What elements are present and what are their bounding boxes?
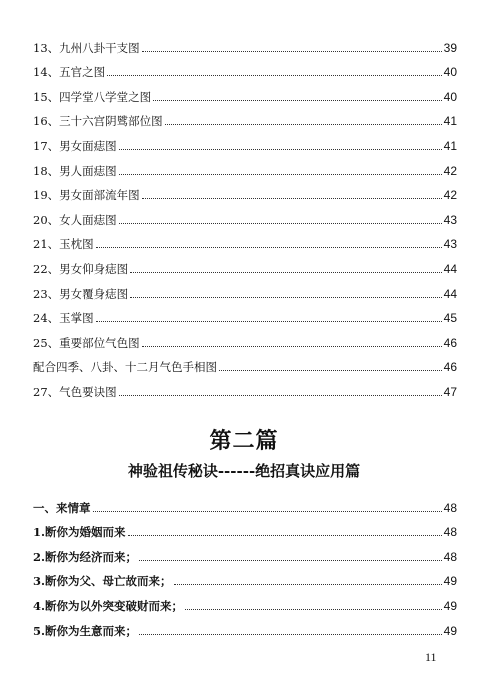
toc-entry-page: 48 (443, 500, 457, 515)
toc-entry[interactable] (33, 128, 457, 153)
toc-entry[interactable] (33, 588, 457, 613)
toc-entry-page: 49 (443, 574, 457, 589)
toc-entry[interactable] (33, 55, 457, 80)
toc-entry-title: 18、男人面痣图 (33, 163, 117, 178)
dot-leader (130, 296, 442, 298)
dot-leader (119, 148, 442, 150)
toc-list-chapters (33, 490, 457, 638)
part-subtitle: 神验祖传秘诀------绝招真诀应用篇 (127, 462, 361, 480)
toc-entry[interactable] (33, 104, 457, 129)
toc-entry[interactable] (33, 79, 457, 104)
toc-entry-page: 42 (443, 188, 457, 203)
toc-entry-page: 39 (443, 40, 457, 55)
toc-entry-title: 13、九州八卦干支图 (33, 40, 140, 55)
dot-leader (93, 510, 442, 512)
dot-leader (139, 633, 442, 635)
dot-leader (128, 534, 442, 536)
toc-entry-page: 41 (443, 114, 457, 129)
toc-entry[interactable] (33, 178, 457, 203)
dot-leader (185, 608, 442, 610)
toc-entry[interactable] (33, 301, 457, 326)
toc-entry-page: 40 (443, 89, 457, 104)
toc-entry[interactable] (33, 30, 457, 55)
toc-entry-page: 47 (443, 384, 457, 399)
dot-leader (119, 394, 442, 396)
toc-entry-title: 21、玉枕图 (33, 237, 94, 252)
dot-leader (142, 50, 442, 52)
dot-leader (142, 345, 442, 347)
toc-entry-page: 48 (443, 549, 457, 564)
toc-entry[interactable] (33, 564, 457, 589)
toc-entry-title: 4.断你为以外突变破财而来； (33, 598, 184, 613)
toc-entry-page: 49 (443, 623, 457, 638)
toc-entry[interactable] (33, 350, 457, 375)
toc-entry-page: 44 (443, 261, 457, 276)
toc-entry[interactable] (33, 251, 457, 276)
part-title: 第二篇 (209, 428, 279, 454)
toc-entry-page: 42 (443, 163, 457, 178)
toc-entry[interactable] (33, 490, 457, 515)
toc-entry[interactable] (33, 153, 457, 178)
page-number: 11 (425, 650, 437, 664)
toc-entry-title: 14、五官之图 (33, 65, 106, 80)
toc-entry-title: 20、女人面痣图 (33, 212, 117, 227)
toc-entry-title: 5.断你为生意而来； (33, 623, 138, 638)
dot-leader (219, 369, 442, 371)
toc-entry-title: 23、男女覆身痣图 (33, 286, 129, 301)
toc-entry[interactable] (33, 539, 457, 564)
toc-entry-title: 16、三十六宫阴骘部位图 (33, 114, 163, 129)
toc-entry-title: 一、来情章 (33, 500, 91, 515)
dot-leader (142, 197, 442, 199)
toc-entry[interactable] (33, 202, 457, 227)
toc-entry-page: 40 (443, 65, 457, 80)
dot-leader (119, 173, 442, 175)
toc-entry-title: 22、男女仰身痣图 (33, 261, 129, 276)
toc-list-figures (33, 30, 457, 399)
dot-leader (174, 583, 442, 585)
dot-leader (96, 320, 442, 322)
toc-entry-page: 41 (443, 138, 457, 153)
dot-leader (107, 74, 442, 76)
toc-entry-page: 43 (443, 237, 457, 252)
toc-entry-title: 17、男女面痣图 (33, 138, 117, 153)
toc-entry-title: 19、男女面部流年图 (33, 188, 140, 203)
toc-entry[interactable] (33, 227, 457, 252)
toc-entry-page: 48 (443, 525, 457, 540)
dot-leader (96, 246, 442, 248)
toc-entry-page: 43 (443, 212, 457, 227)
dot-leader (130, 271, 442, 273)
toc-entry-page: 46 (443, 360, 457, 375)
toc-entry[interactable] (33, 374, 457, 399)
dot-leader (153, 99, 442, 101)
toc-entry-page: 45 (443, 311, 457, 326)
toc-entry-page: 49 (443, 598, 457, 613)
dot-leader (119, 222, 442, 224)
toc-entry-title: 15、四学堂八学堂之图 (33, 89, 152, 104)
toc-entry-page: 44 (443, 286, 457, 301)
toc-entry-title: 24、玉掌图 (33, 311, 94, 326)
toc-entry-page: 46 (443, 335, 457, 350)
toc-entry[interactable] (33, 515, 457, 540)
dot-leader (139, 559, 442, 561)
toc-entry-title: 27、气色要诀图 (33, 384, 117, 399)
toc-entry-title: 1.断你为婚姻而来 (33, 525, 126, 540)
toc-entry[interactable] (33, 276, 457, 301)
toc-entry-title: 25、重要部位气色图 (33, 335, 140, 350)
dot-leader (165, 123, 442, 125)
toc-entry-title: 3.断你为父、母亡故而来； (33, 574, 172, 589)
toc-entry-title: 2.断你为经济而来； (33, 549, 138, 564)
toc-entry-title: 配合四季、八卦、十二月气色手相图 (33, 360, 217, 375)
toc-entry[interactable] (33, 325, 457, 350)
toc-entry[interactable] (33, 613, 457, 638)
